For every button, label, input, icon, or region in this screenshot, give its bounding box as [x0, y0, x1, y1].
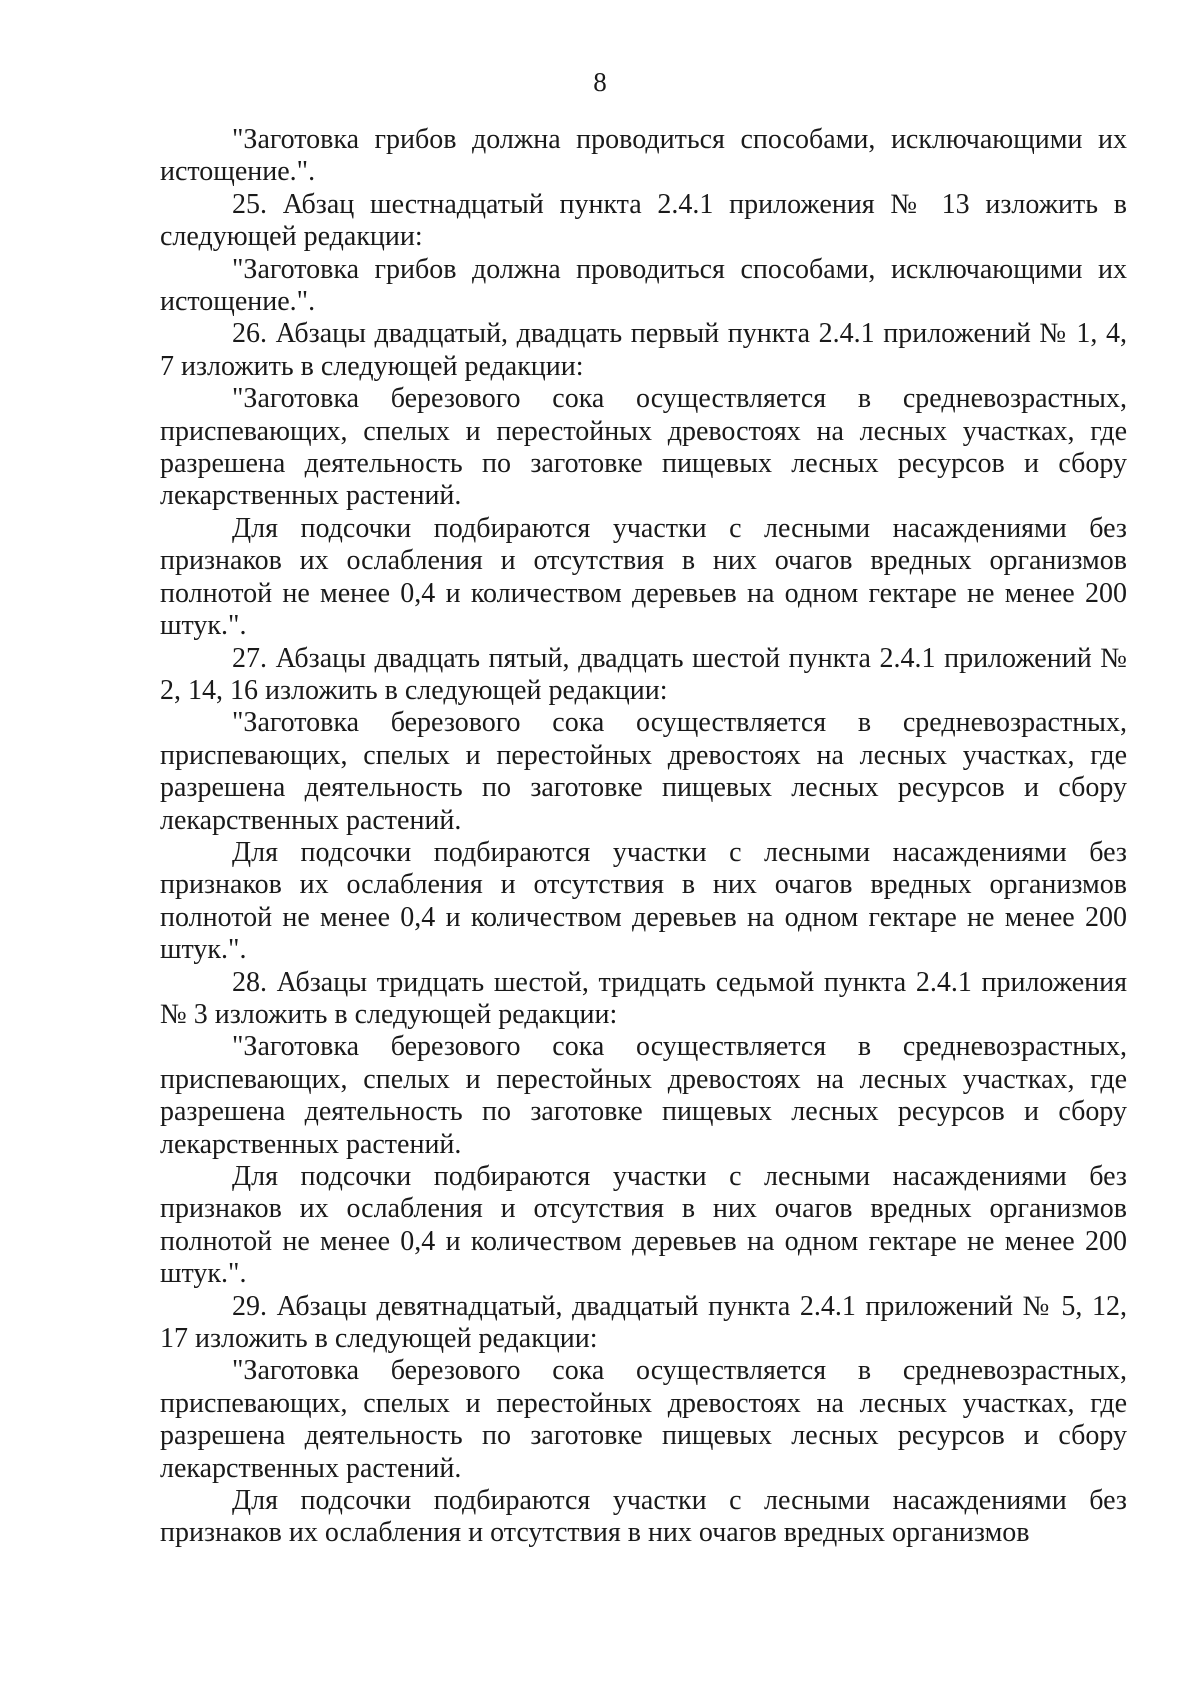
quote-paragraph: "Заготовка грибов должна проводиться способами, исключающими их истощение.".	[160, 253, 1127, 318]
document-body	[160, 124, 1127, 1550]
quote-paragraph: Для подсочки подбираются участки с лесными насаждениями без признаков их ослабления и отсутствия в них очагов вредных организмов	[160, 1485, 1127, 1549]
amendment-item-27: 27. Абзацы двадцать пятый, двадцать шестой пункта 2.4.1 приложений № 2, 14, 16 изложить в следующей редакции:	[160, 642, 1127, 706]
quote-paragraph: "Заготовка грибов должна проводиться способами, исключающими их истощение.".	[160, 124, 1127, 188]
quote-paragraph: Для подсочки подбираются участки с лесными насаждениями без признаков их ослабления и отсутствия в них очагов вредных организмов полнотой не менее 0,4 и количеством деревьев на одном гектаре не менее 200 штук.".	[160, 1161, 1127, 1290]
quote-paragraph: "Заготовка березового сока осуществляется в средневозрастных, приспевающих, спелых и перестойных древостоях на лесных участках, где разрешена деятельность по заготовке пищевых лесных ресурсов и сбору лекарственных растений.	[160, 383, 1127, 512]
page-number: 8	[593, 67, 607, 97]
amendment-item-29: 29. Абзацы девятнадцатый, двадцатый пункта 2.4.1 приложений № 5, 12, 17 изложить в следующей редакции:	[160, 1290, 1127, 1355]
quote-paragraph: Для подсочки подбираются участки с лесными насаждениями без признаков их ослабления и отсутствия в них очагов вредных организмов полнотой не менее 0,4 и количеством деревьев на одном гектаре не менее 200 штук.".	[160, 836, 1127, 966]
amendment-item-25: 25. Абзац шестнадцатый пункта 2.4.1 приложения № 13 изложить в следующей редакции:	[160, 188, 1127, 253]
quote-paragraph: "Заготовка березового сока осуществляется в средневозрастных, приспевающих, спелых и перестойных древостоях на лесных участках, где разрешена деятельность по заготовке пищевых лесных ресурсов и сбору лекарственных растений.	[160, 1031, 1127, 1160]
amendment-item-28: 28. Абзацы тридцать шестой, тридцать седьмой пункта 2.4.1 приложения № 3 изложить в следующей редакции:	[160, 966, 1127, 1030]
quote-paragraph: "Заготовка березового сока осуществляется в средневозрастных, приспевающих, спелых и перестойных древостоях на лесных участках, где разрешена деятельность по заготовке пищевых лесных ресурсов и сбору лекарственных растений.	[160, 1355, 1127, 1484]
amendment-item-26: 26. Абзацы двадцатый, двадцать первый пункта 2.4.1 приложений № 1, 4, 7 изложить в следующей редакции:	[160, 318, 1127, 382]
quote-paragraph: Для подсочки подбираются участки с лесными насаждениями без признаков их ослабления и отсутствия в них очагов вредных организмов полнотой не менее 0,4 и количеством деревьев на одном гектаре не менее 200 штук.".	[160, 512, 1127, 642]
quote-paragraph: "Заготовка березового сока осуществляется в средневозрастных, приспевающих, спелых и перестойных древостоях на лесных участках, где разрешена деятельность по заготовке пищевых лесных ресурсов и сбору лекарственных растений.	[160, 707, 1127, 836]
